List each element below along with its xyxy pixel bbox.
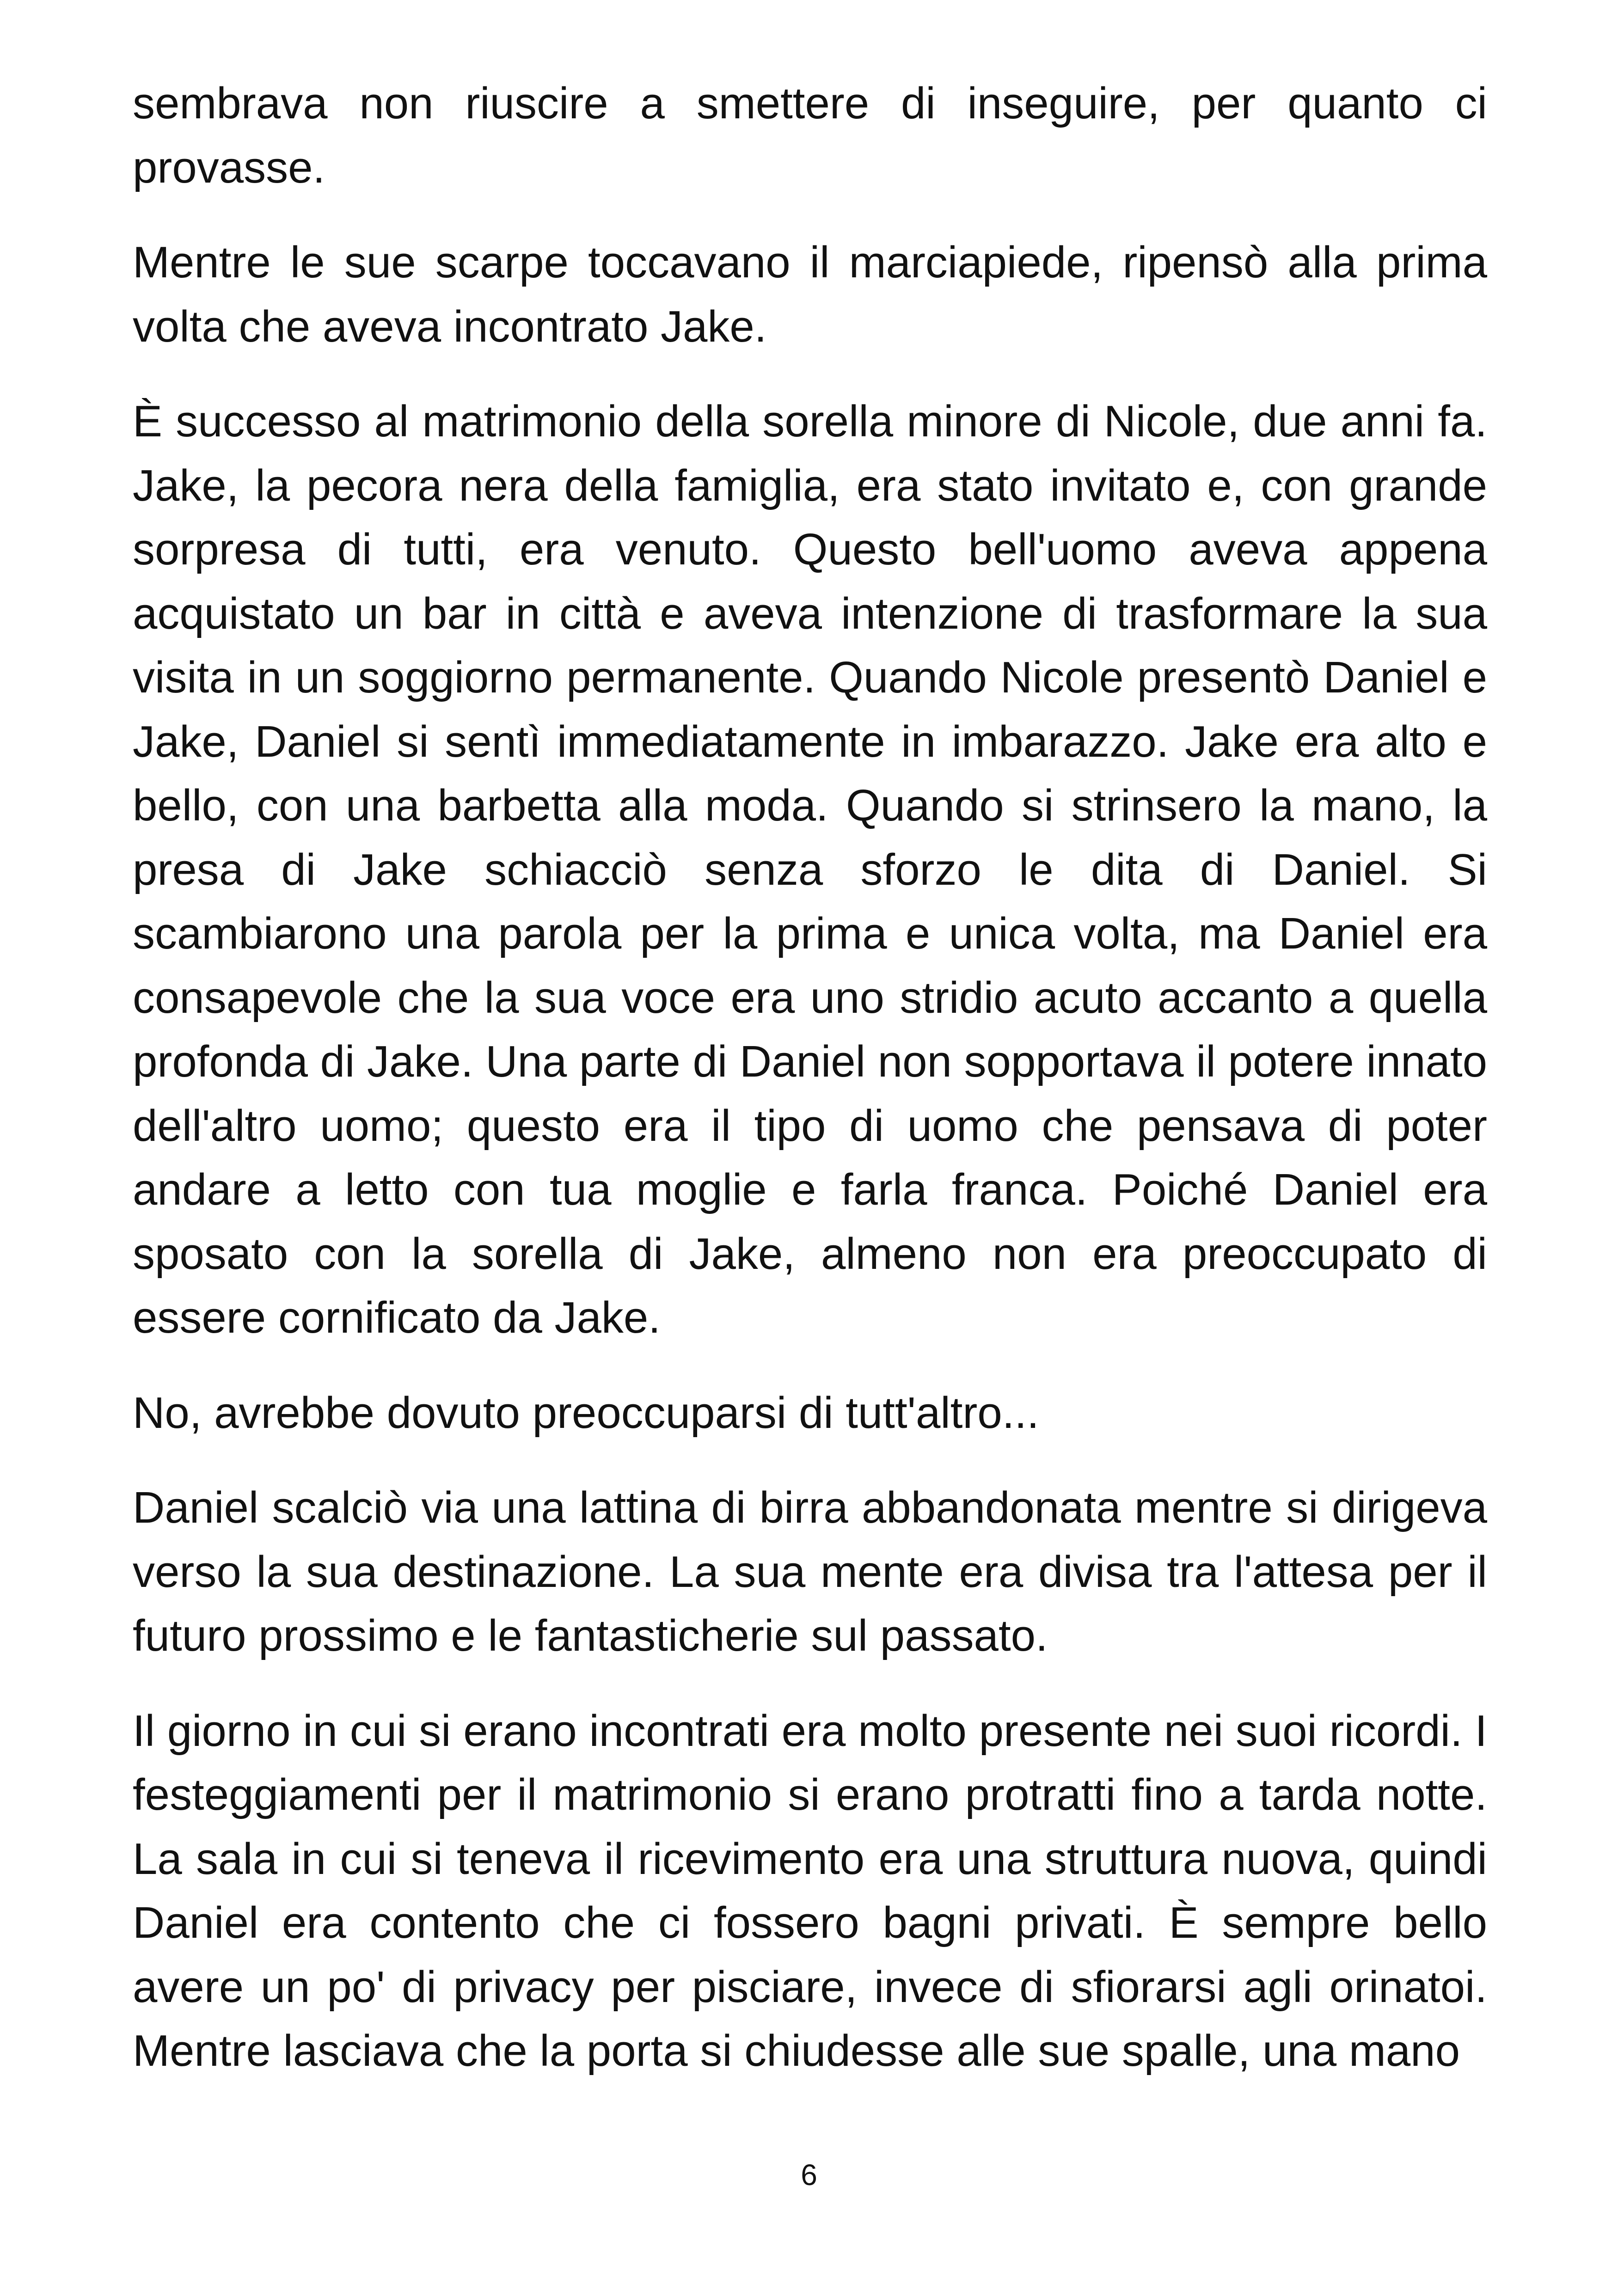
body-text <box>133 72 1487 2083</box>
page-number: 6 <box>801 2158 817 2192</box>
paragraph-5: Daniel scalciò via una lattina di birra abbandonata mentre si dirigeva verso la sua destinazione. La sua mente era divisa tra l'attesa per il futuro prossimo e le fantasticherie sul passato. <box>133 1483 1487 1660</box>
paragraph-6: Il giorno in cui si erano incontrati era molto presente nei suoi ricordi. I festeggiamenti per il matrimonio si erano protratti fino a tarda notte. La sala in cui si teneva il ricevimento era una struttura nuova, quindi Daniel era contento che ci fossero bagni privati. È sempre bello avere un po' di privacy per pisciare, invece di sfiorarsi agli orinatoi. Mentre lasciava che la porta si chiudesse alle sue spalle, una mano <box>133 1706 1487 2076</box>
paragraph-4: No, avrebbe dovuto preoccuparsi di tutt'altro... <box>133 1388 1039 1438</box>
paragraph-3: È successo al matrimonio della sorella minore di Nicole, due anni fa. Jake, la pecora nera della famiglia, era stato invitato e, con grande sorpresa di tutti, era venuto. Questo bell'uomo aveva appena acquistato un bar in città e aveva intenzione di trasformare la sua visita in un soggiorno permanente. Quando Nicole presentò Daniel e Jake, Daniel si sentì immediatamente in imbarazzo. Jake era alto e bello, con una barbetta alla moda. Quando si strinsero la mano, la presa di Jake schiacciò senza sforzo le dita di Daniel. Si scambiarono una parola per la prima e unica volta, ma Daniel era consapevole che la sua voce era uno stridio acuto accanto a quella profonda di Jake. Una parte di Daniel non sopportava il potere innato dell'altro uomo; questo era il tipo di uomo che pensava di poter andare a letto con tua moglie e farla franca. Poiché Daniel era sposato con la sorella di Jake, almeno non era preoccupato di essere cornificato da Jake. <box>133 397 1487 1342</box>
paragraph-2: Mentre le sue scarpe toccavano il marciapiede, ripensò alla prima volta che aveva incontrato Jake. <box>133 238 1487 351</box>
paragraph-1: sembrava non riuscire a smettere di inseguire, per quanto ci provasse. <box>133 79 1487 192</box>
